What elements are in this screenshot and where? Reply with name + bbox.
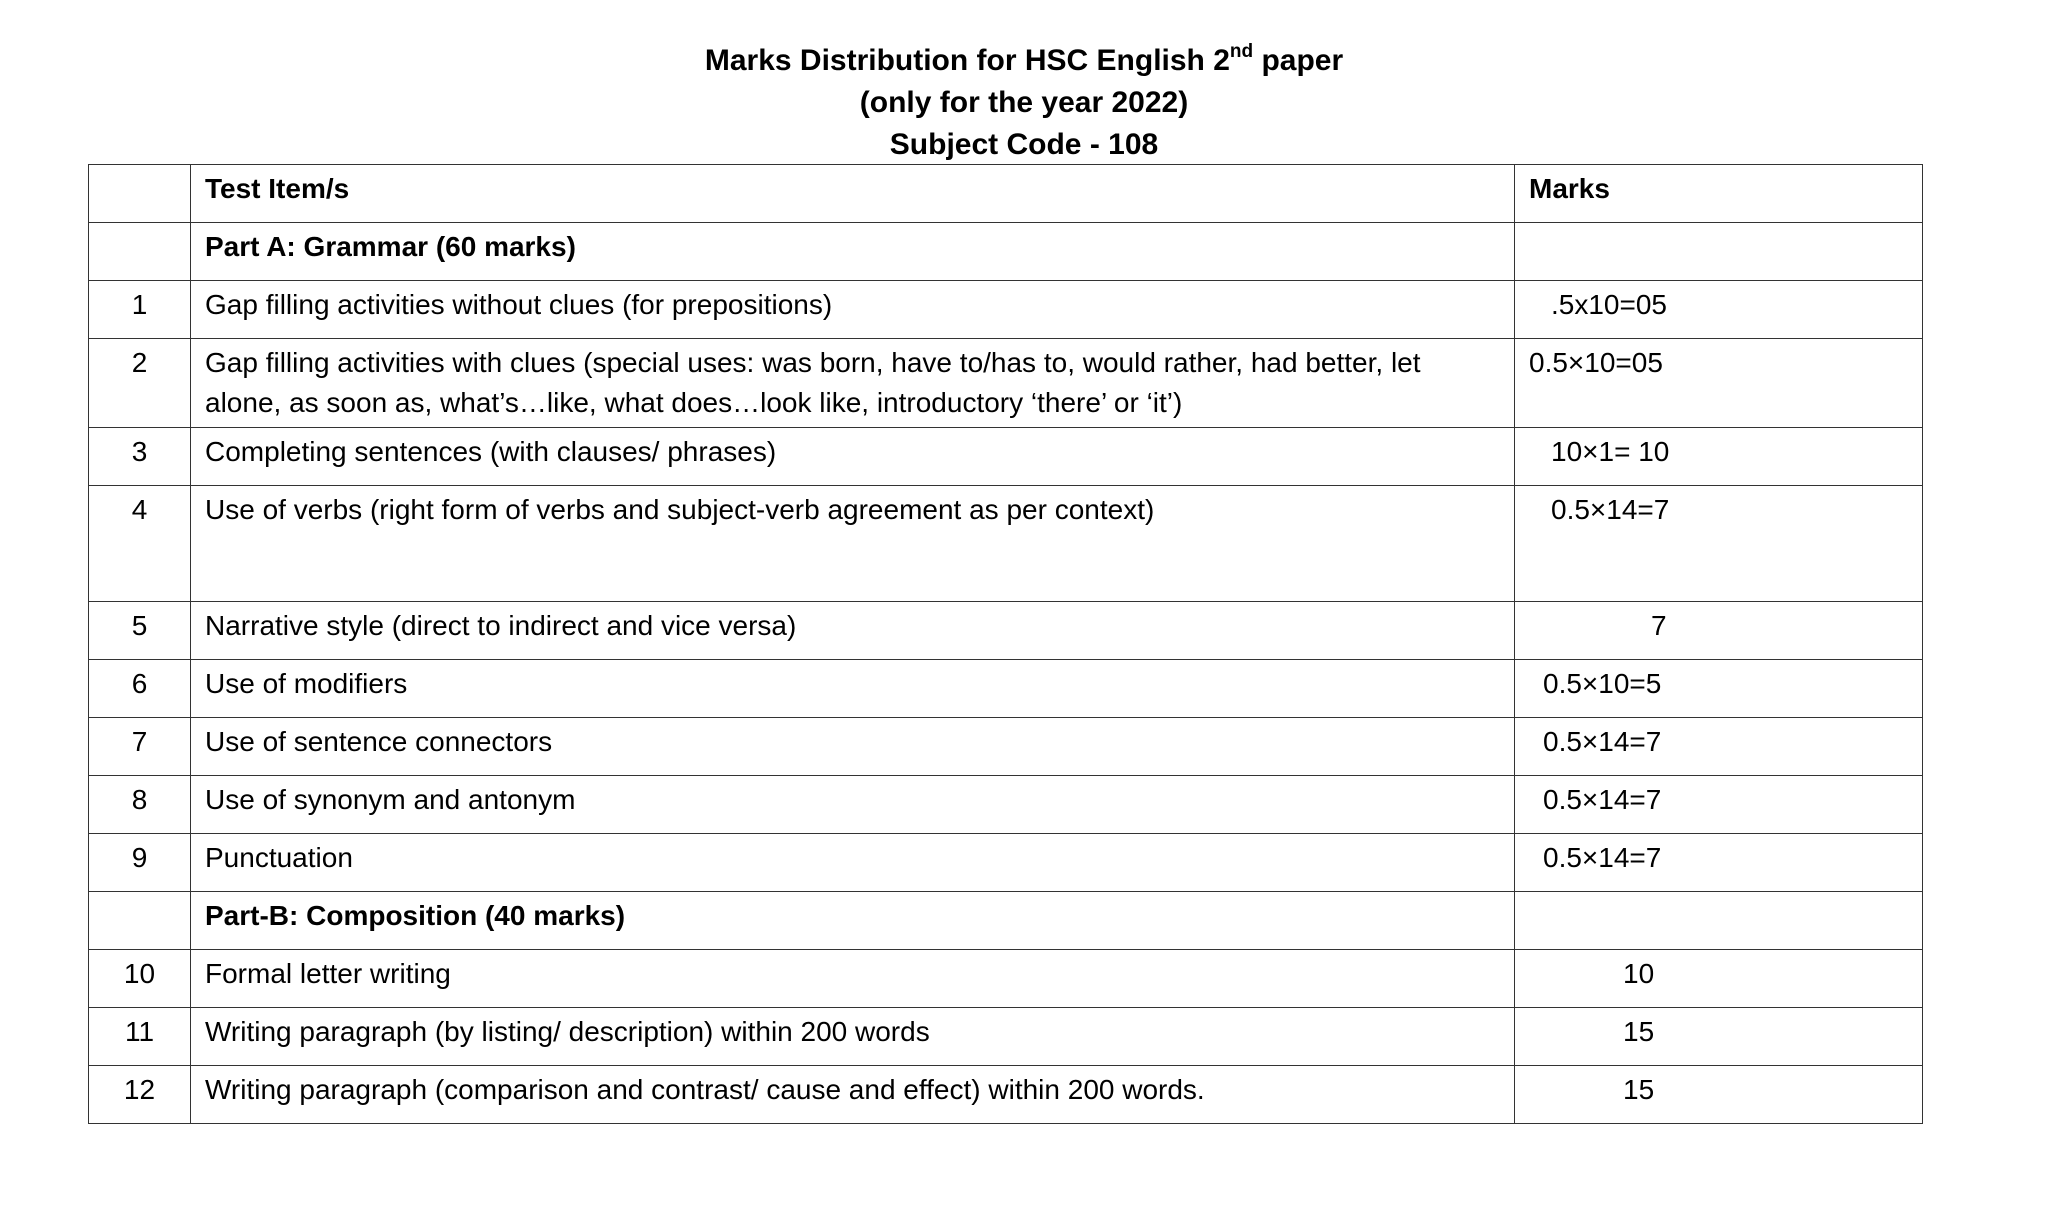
row-num: 8 xyxy=(89,776,191,834)
row-marks xyxy=(1515,223,1923,281)
row-num: 6 xyxy=(89,660,191,718)
row-num: 4 xyxy=(89,486,191,602)
table-row xyxy=(89,1008,1923,1066)
row-num: 10 xyxy=(89,950,191,1008)
title-line-1-end: paper xyxy=(1253,44,1344,77)
table-row xyxy=(89,486,1923,602)
row-marks: 0.5×10=5 xyxy=(1515,660,1923,718)
row-marks: 0.5×14=7 xyxy=(1515,718,1923,776)
table-row xyxy=(89,660,1923,718)
table-row xyxy=(89,834,1923,892)
section-row-part-a xyxy=(89,223,1923,281)
row-item: Gap filling activities with clues (special uses: was born, have to/has to, would rather, had better, let alone, as soon as, what’s…like, what does…look like, introductory ‘there’ or ‘it’) xyxy=(191,339,1515,428)
row-item: Use of sentence connectors xyxy=(191,718,1515,776)
row-num: 2 xyxy=(89,339,191,428)
row-marks: 15 xyxy=(1515,1066,1923,1124)
header-test-items: Test Item/s xyxy=(191,165,1515,223)
row-item: Use of synonym and antonym xyxy=(191,776,1515,834)
table-row xyxy=(89,1066,1923,1124)
row-item: Formal letter writing xyxy=(191,950,1515,1008)
title-line-1 xyxy=(0,40,2048,82)
document-title xyxy=(0,40,2048,166)
row-num xyxy=(89,223,191,281)
row-item: Writing paragraph (comparison and contrast/ cause and effect) within 200 words. xyxy=(191,1066,1515,1124)
row-item: Writing paragraph (by listing/ description) within 200 words xyxy=(191,1008,1515,1066)
section-heading: Part-B: Composition (40 marks) xyxy=(191,892,1515,950)
table-row xyxy=(89,776,1923,834)
row-marks: 15 xyxy=(1515,1008,1923,1066)
title-line-1-main: Marks Distribution for HSC English 2 xyxy=(704,44,1230,77)
title-line-2: (only for the year 2022) xyxy=(859,86,1189,119)
row-num: 7 xyxy=(89,718,191,776)
row-item: Punctuation xyxy=(191,834,1515,892)
row-item: Narrative style (direct to indirect and vice versa) xyxy=(191,602,1515,660)
marks-table xyxy=(88,164,1923,1124)
row-marks: 0.5×14=7 xyxy=(1515,486,1923,602)
row-item: Use of modifiers xyxy=(191,660,1515,718)
row-marks: 10 xyxy=(1515,950,1923,1008)
section-row-part-b xyxy=(89,892,1923,950)
row-item: Use of verbs (right form of verbs and subject-verb agreement as per context) xyxy=(191,486,1515,602)
table-row xyxy=(89,718,1923,776)
table-row xyxy=(89,428,1923,486)
row-num: 5 xyxy=(89,602,191,660)
table-row xyxy=(89,950,1923,1008)
row-marks: 0.5×14=7 xyxy=(1515,834,1923,892)
title-superscript: nd xyxy=(1229,41,1254,62)
row-marks: 0.5×14=7 xyxy=(1515,776,1923,834)
row-item: Gap filling activities without clues (for prepositions) xyxy=(191,281,1515,339)
row-marks: 10×1= 10 xyxy=(1515,428,1923,486)
row-num xyxy=(89,892,191,950)
table-row xyxy=(89,281,1923,339)
row-marks xyxy=(1515,892,1923,950)
title-line-3: Subject Code - 108 xyxy=(889,128,1159,161)
table-row xyxy=(89,602,1923,660)
row-num: 9 xyxy=(89,834,191,892)
table-header-row xyxy=(89,165,1923,223)
row-num: 3 xyxy=(89,428,191,486)
row-item: Completing sentences (with clauses/ phrases) xyxy=(191,428,1515,486)
row-num: 12 xyxy=(89,1066,191,1124)
header-marks: Marks xyxy=(1515,165,1923,223)
row-num: 1 xyxy=(89,281,191,339)
row-num: 11 xyxy=(89,1008,191,1066)
row-marks: .5x10=05 xyxy=(1515,281,1923,339)
row-marks: 7 xyxy=(1515,602,1923,660)
section-heading: Part A: Grammar (60 marks) xyxy=(191,223,1515,281)
row-marks: 0.5×10=05 xyxy=(1515,339,1923,428)
table-row xyxy=(89,339,1923,428)
header-num xyxy=(89,165,191,223)
